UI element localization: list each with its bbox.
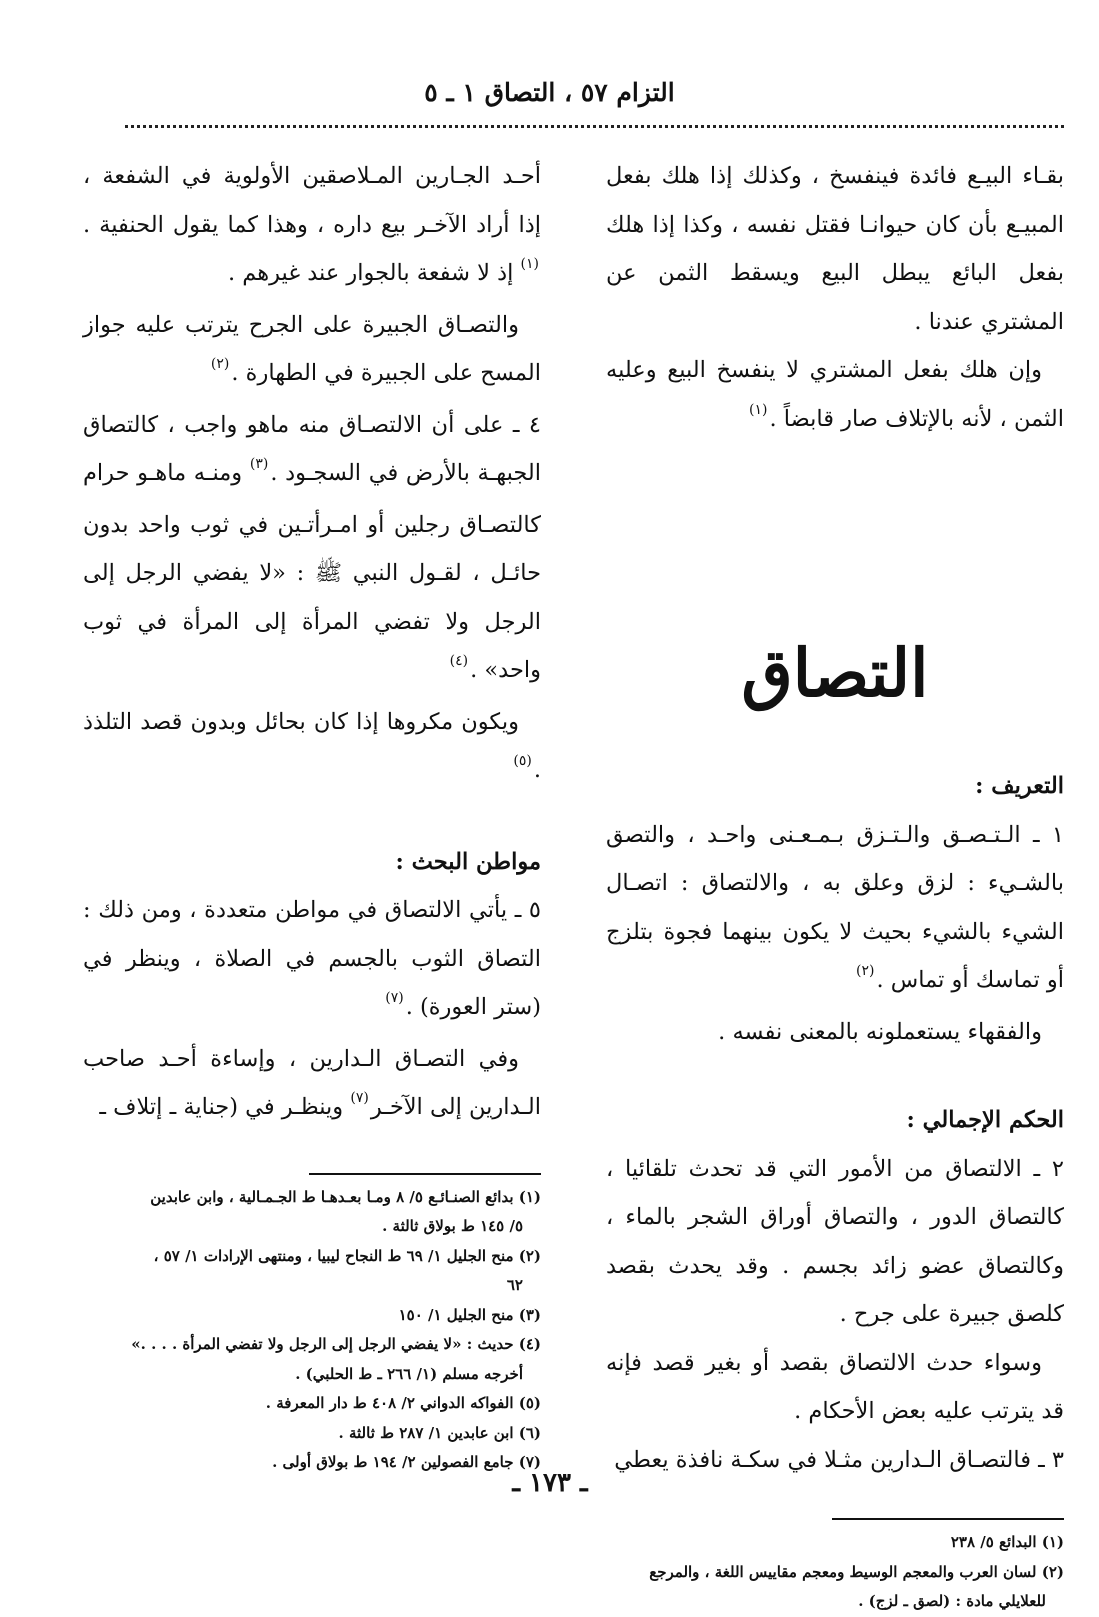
- ruling-paragraph-3: ٣ ـ فالتصـاق الـدارين مثـلا في سكـة نافذة يعطي: [614, 1446, 1064, 1473]
- page-number: ـ ١٧٣ ـ: [512, 1468, 588, 1498]
- section-gap: [606, 1056, 1064, 1096]
- left-paragraph-6-text-a: وفي التصـاق الـدارين ، وإساءة أحـد صاحب الـدارين إلى الآخـر: [83, 1045, 541, 1120]
- footnote-item: [83, 1330, 541, 1389]
- footnote-marker: (٤): [449, 653, 469, 669]
- left-paragraph-5-text: ٥ ـ يأتي الالتصاق في مواطن متعددة ، ومن ذلك : التصاق الثوب بالجسم في الصلاة ، وينظر في (ستر العورة) .: [83, 897, 541, 1020]
- definition-paragraph-1: [606, 811, 1064, 1008]
- left-paragraph-1-tail: إذ لا شفعة بالجوار عند غيرهم .: [227, 260, 514, 286]
- footnote-text: (٢) لسان العرب والمعجم الوسيط ومعجم مقاييس اللغة ، والمرجع: [649, 1562, 1064, 1581]
- footnote-item: [83, 1448, 541, 1478]
- footnote-separator: [832, 1518, 1064, 1520]
- left-column: [83, 152, 541, 1478]
- footnote-marker: (١): [748, 401, 768, 418]
- footnote-item: [83, 1301, 541, 1331]
- footnote-item: [606, 1528, 1064, 1558]
- intro-paragraph-2-text: وإن هلك بفعل المشتري لا ينفسخ البيع وعليه الثمن ، لأنه بالإتلاف صار قابضاً .: [606, 357, 1064, 432]
- footnote-marker: (٢): [856, 963, 875, 979]
- footnote-text: (٣) منح الجليل ١/ ١٥٠: [398, 1305, 541, 1324]
- footnote-continuation: ٥/ ١٤٥ ط بولاق ثالثة .: [382, 1217, 523, 1235]
- left-paragraph-1-text: أحـد الجـارين المـلاصقين الأولوية في الشفعة ، إذا أراد الآخـر بيع داره ، وهذا كما يقول الحنفية .: [83, 163, 541, 238]
- footnote-item: [606, 1558, 1064, 1617]
- definition-heading: التعريف :: [975, 773, 1064, 799]
- footnote-text: (١) البدائع ٥/ ٢٣٨: [950, 1533, 1064, 1551]
- right-footnotes: [606, 1528, 1064, 1617]
- left-paragraph-4-text: ويكون مكروها إذا كان بحائل وبدون قصد التلذذ .: [83, 708, 541, 783]
- footnote-text: (٤) حديث : «لا يفضي الرجل إلى الرجل ولا تفضي المرأة . . . .»: [131, 1335, 541, 1353]
- ruling-paragraph-1: ٢ ـ الالتصاق من الأمور التي قد تحدث تلقائيا ، كالتصاق الدور ، والتصاق أوراق الشجر بالماء ، وكالتصاق عضو زائد بجسم . وقد يحدث بقصد كلصق جبيرة على جرح .: [606, 1155, 1064, 1327]
- footnote-text: (٢) منح الجليل ١/ ٦٩ ط النجاح ليبيا ، ومنتهى الإرادات ١/ ٥٧ ،: [153, 1246, 541, 1265]
- footnote-continuation: ٦٢: [506, 1276, 523, 1294]
- definition-paragraph-1-text: ١ ـ الـتـصـق والـتـزق بـمـعـنى واحـد ، والتصق بالشـيء : لزق وعلق به ، والالتصاق : اتصـال الشيء بالشيء بحيث لا يكون بينهما فجوة بتلزج أو تماسك أو تماس .: [606, 821, 1064, 993]
- footnote-marker: (٢): [210, 356, 230, 372]
- left-paragraph-1: [83, 152, 541, 301]
- footnote-item: [83, 1183, 541, 1242]
- footnote-text: (٦) ابن عابدين ١/ ٢٨٧ ط ثالثة .: [338, 1423, 541, 1442]
- left-paragraph-6-text-b: وينظـر في (جناية ـ إتلاف ـ: [99, 1094, 344, 1120]
- header-dotted-rule: [125, 125, 1064, 128]
- left-paragraph-4: [83, 698, 541, 798]
- footnote-item: [83, 1389, 541, 1419]
- footnote-text: (٧) جامع الفصولين ٢/ ١٩٤ ط بولاق أولى .: [272, 1453, 541, 1471]
- left-paragraph-3-tail: ومنـه ماهـو حرام كالتصـاق رجلين أو امـرأتـين في ثوب واحد بدون حائـل ، لقـول النبي ﷺ : «لا يفضي الرجل إلى الرجل ولا تفضي المرأة إلى المرأة في ثوب واحد» .: [83, 460, 541, 683]
- intro-paragraph-2: [606, 346, 1064, 446]
- intro-paragraph-1: بقـاء البيـع فائدة فينفسخ ، وكذلك إذا هلك بفعل المبيـع بأن كان حيوانـا فقتل نفسه ، وكذا إذا هلك بفعل البائع يبطل البيع ويسقط الثمن عن المشتري عندنا .: [606, 163, 1064, 335]
- definition-paragraph-2: والفقهاء يستعملونه بالمعنى نفسه .: [718, 1018, 1042, 1045]
- left-paragraph-6: [83, 1035, 541, 1135]
- places-heading: مواطن البحث :: [395, 848, 541, 875]
- left-footnotes: [83, 1183, 541, 1478]
- ruling-paragraph-2: وسواء حدث الالتصاق بقصد أو بغير قصد فإنه قد يترتب عليه بعض الأحكام .: [606, 1349, 1064, 1424]
- footnote-separator: [309, 1173, 541, 1175]
- footnote-item: [83, 1242, 541, 1301]
- right-column: [606, 152, 1064, 1617]
- footnote-marker: (٣): [249, 456, 269, 472]
- section-gap: [83, 798, 541, 838]
- footnote-marker: (٥): [513, 753, 532, 769]
- running-header: التزام ٥٧ ، التصاق ١ ـ ٥: [424, 78, 675, 107]
- entry-title: التصاق: [741, 634, 929, 712]
- footnote-marker: (٧): [385, 990, 404, 1006]
- footnote-marker: (٧): [350, 1090, 369, 1106]
- left-paragraph-3-text: ٤ ـ على أن الالتصـاق منه ماهو واجب ، كالتصاق الجبهـة بالأرض في السجـود .: [83, 411, 542, 486]
- footnote-text: (١) بدائع الصنـائـع ٥/ ٨ ومـا بعـدهـا ط الجـمـالية ، وابن عابدين: [150, 1187, 541, 1206]
- footnote-text: (٥) الفواكه الدواني ٢/ ٤٠٨ ط دار المعرفة .: [265, 1394, 541, 1412]
- footnote-continuation: للعلايلي مادة : (لصق ـ لزج) .: [858, 1592, 1046, 1610]
- footnote-marker: (١): [520, 256, 539, 272]
- left-paragraph-2-text: والتصـاق الجبيرة على الجرح يترتب عليه جواز المسح على الجبيرة في الطهارة .: [83, 311, 541, 386]
- ruling-heading: الحكم الإجمالي :: [906, 1107, 1064, 1133]
- footnote-item: [83, 1419, 541, 1449]
- footnote-continuation: أخرجه مسلم (١/ ٢٦٦ ـ ط الحلبي) .: [295, 1364, 523, 1383]
- left-paragraph-2: [83, 301, 541, 401]
- left-paragraph-5: [83, 886, 541, 1035]
- left-paragraph-3: [83, 401, 541, 698]
